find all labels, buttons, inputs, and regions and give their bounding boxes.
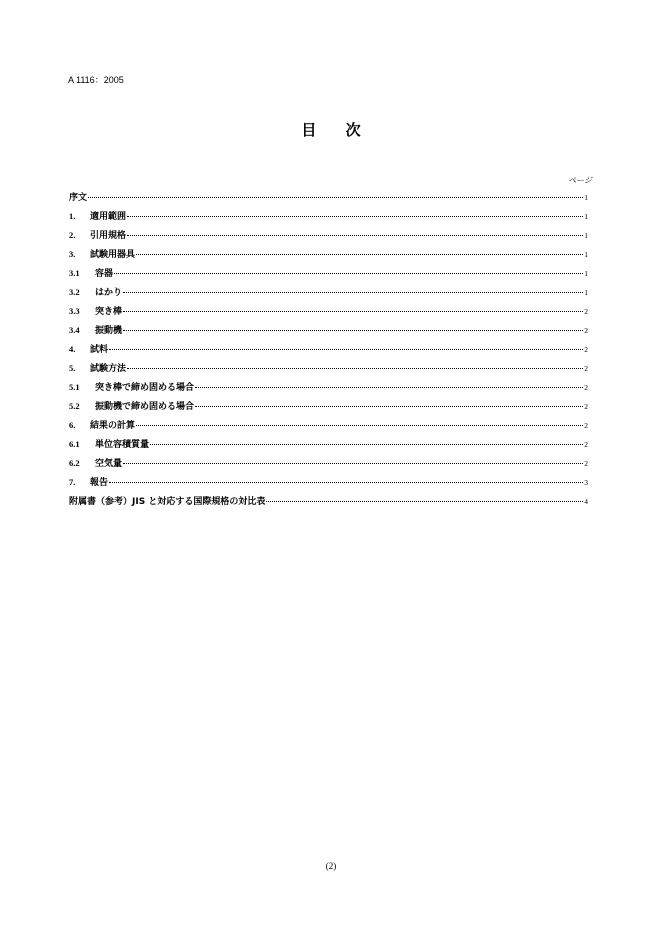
toc-entry-number: 3.2	[69, 287, 80, 297]
toc-entry[interactable]	[69, 266, 588, 285]
toc-entry[interactable]	[69, 304, 588, 323]
toc-entry-number: 2.	[69, 230, 76, 240]
toc-entry-page: 4	[584, 497, 588, 506]
toc-entry-title: 試料	[90, 345, 109, 355]
toc-entry-number: 6.	[69, 420, 76, 430]
page-column-label: ページ	[568, 176, 592, 185]
toc-entry-title: 振動機で締め固める場合	[95, 402, 195, 412]
dot-leader	[109, 482, 583, 483]
dot-leader	[195, 387, 583, 388]
toc-entry[interactable]	[69, 209, 588, 228]
toc-entry-title: 空気量	[95, 459, 123, 469]
toc-entry-number: 5.1	[69, 382, 80, 392]
toc-entry-number: 6.2	[69, 458, 80, 468]
dot-leader	[136, 254, 583, 255]
dot-leader	[88, 197, 583, 198]
toc-entry-page: 2	[584, 307, 588, 316]
toc-entry[interactable]	[69, 418, 588, 437]
toc-entry[interactable]	[69, 437, 588, 456]
dot-leader	[127, 235, 583, 236]
toc-entry-number: 6.1	[69, 439, 80, 449]
toc-entry-number: 3.1	[69, 268, 80, 278]
toc-entry-page: 1	[584, 193, 588, 202]
toc-entry-number: 3.4	[69, 325, 80, 335]
toc-entry-page: 2	[584, 364, 588, 373]
toc-entry-number: 5.2	[69, 401, 80, 411]
dot-leader	[136, 425, 583, 426]
toc-entry-page: 1	[584, 269, 588, 278]
toc-entry-title: 突き棒で締め固める場合	[95, 383, 195, 393]
toc-entry-title: 結果の計算	[90, 421, 136, 431]
toc-entry-number: 3.3	[69, 306, 80, 316]
toc-entry-page: 3	[584, 478, 588, 487]
toc-entry-page: 1	[584, 212, 588, 221]
toc-entry-page: 1	[584, 250, 588, 259]
dot-leader	[114, 273, 583, 274]
toc-entry-title: 報告	[90, 478, 109, 488]
standard-id: A 1116：2005	[68, 75, 124, 85]
table-of-contents	[69, 190, 588, 513]
toc-entry-number: 4.	[69, 344, 76, 354]
dot-leader	[123, 292, 583, 293]
toc-entry-title: 容器	[95, 269, 114, 279]
toc-entry-number: 3.	[69, 249, 76, 259]
toc-entry-page: 2	[584, 345, 588, 354]
toc-entry-number: 5.	[69, 363, 76, 373]
toc-entry[interactable]	[69, 456, 588, 475]
dot-leader	[109, 349, 583, 350]
page-number: (2)	[325, 861, 337, 871]
toc-entry-title: 序文	[69, 193, 88, 203]
dot-leader	[123, 311, 583, 312]
dot-leader	[266, 501, 583, 502]
toc-entry[interactable]	[69, 361, 588, 380]
toc-entry[interactable]	[69, 228, 588, 247]
toc-entry-page: 2	[584, 440, 588, 449]
toc-entry-page: 2	[584, 383, 588, 392]
toc-entry-page: 2	[584, 326, 588, 335]
toc-entry-title: 附属書（参考）JIS と対応する国際規格の対比表	[69, 497, 266, 507]
toc-entry[interactable]	[69, 380, 588, 399]
dot-leader	[195, 406, 583, 407]
toc-entry[interactable]	[69, 323, 588, 342]
toc-entry[interactable]	[69, 399, 588, 418]
toc-entry-title: 適用範囲	[90, 212, 127, 222]
toc-entry-page: 1	[584, 288, 588, 297]
toc-entry-title: 引用規格	[90, 231, 127, 241]
toc-entry[interactable]	[69, 190, 588, 209]
toc-entry-number: 7.	[69, 477, 76, 487]
toc-entry-title: 振動機	[95, 326, 123, 336]
toc-entry-title: はかり	[95, 288, 123, 298]
toc-entry-title: 試験用器具	[90, 250, 136, 260]
toc-entry-page: 2	[584, 459, 588, 468]
page-title: 目 次	[301, 121, 373, 139]
toc-entry-page: 2	[584, 402, 588, 411]
toc-entry[interactable]	[69, 475, 588, 494]
toc-entry-number: 1.	[69, 211, 76, 221]
toc-entry[interactable]	[69, 247, 588, 266]
toc-entry[interactable]	[69, 342, 588, 361]
toc-entry[interactable]	[69, 494, 588, 513]
dot-leader	[150, 444, 583, 445]
toc-entry-title: 試験方法	[90, 364, 127, 374]
toc-entry-page: 1	[584, 231, 588, 240]
dot-leader	[123, 330, 583, 331]
toc-entry-title: 突き棒	[95, 307, 123, 317]
dot-leader	[127, 216, 583, 217]
toc-entry-page: 2	[584, 421, 588, 430]
toc-entry[interactable]	[69, 285, 588, 304]
dot-leader	[123, 463, 583, 464]
dot-leader	[127, 368, 583, 369]
toc-entry-title: 単位容積質量	[95, 440, 150, 450]
